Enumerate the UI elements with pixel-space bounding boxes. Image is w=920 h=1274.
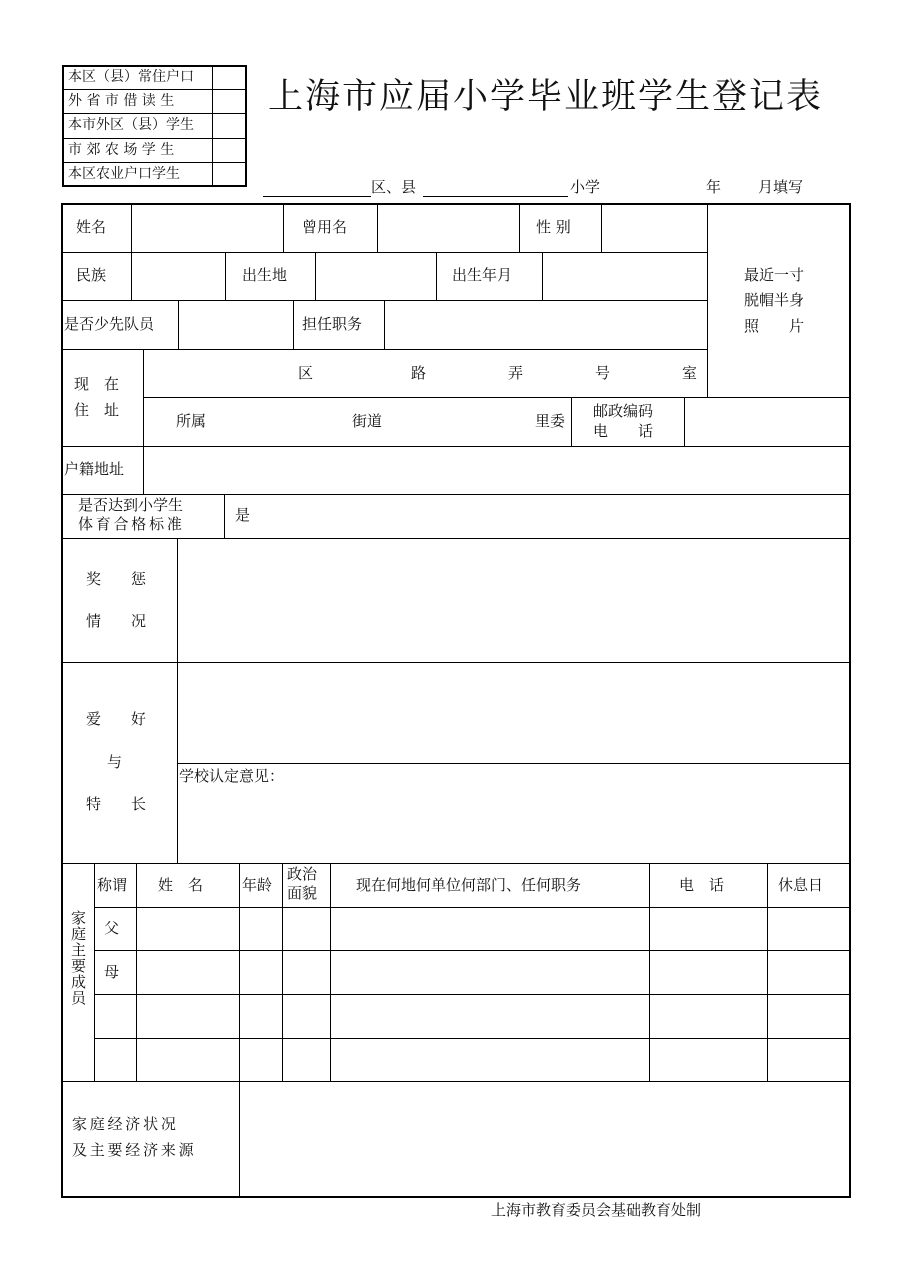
hobbies-label: 与 bbox=[107, 753, 123, 771]
postcode-phone-label: 电 话 bbox=[593, 422, 654, 440]
household-label: 户籍地址 bbox=[64, 460, 125, 478]
name-field[interactable] bbox=[133, 205, 282, 251]
rewards-field[interactable] bbox=[179, 540, 849, 661]
neighborhood-label: 里委 bbox=[535, 412, 566, 430]
pe-standard-label: 体 育 合 格 标 准 bbox=[78, 515, 181, 533]
political-header: 政治 bbox=[287, 865, 318, 883]
category-item: 本区（县）常住户口 bbox=[68, 69, 194, 85]
family-row[interactable] bbox=[96, 1040, 849, 1080]
school-label: 小学 bbox=[570, 178, 601, 196]
pe-value: 是 bbox=[235, 506, 251, 524]
gender-field[interactable] bbox=[603, 205, 706, 251]
former-name-field[interactable] bbox=[379, 205, 518, 251]
category-item: 本市外区（县）学生 bbox=[68, 117, 194, 133]
number-part-label: 号 bbox=[595, 364, 611, 382]
lane-part-label: 弄 bbox=[508, 364, 524, 382]
category-checkbox[interactable] bbox=[214, 115, 245, 137]
position-label: 担任职务 bbox=[302, 315, 363, 333]
birth-date-field[interactable] bbox=[544, 254, 706, 299]
family-row[interactable] bbox=[138, 952, 849, 993]
school-opinion-label: 学校认定意见： bbox=[179, 767, 285, 785]
photo-label: 脱帽半身 bbox=[744, 291, 805, 309]
family-relation-cell: 父 bbox=[104, 919, 120, 937]
workplace-header: 现在何地何单位何部门、任何职务 bbox=[356, 876, 582, 894]
economy-label: 家 庭 经 济 状 况 bbox=[72, 1115, 175, 1133]
belongs-label: 所属 bbox=[176, 412, 207, 430]
page-title: 上海市应届小学毕业班学生登记表 bbox=[268, 77, 824, 117]
family-label: 家庭主要成员 bbox=[69, 910, 87, 1006]
postcode-phone-field[interactable] bbox=[686, 399, 849, 445]
young-pioneer-label: 是否少先队员 bbox=[64, 315, 155, 333]
road-part-label: 路 bbox=[411, 364, 427, 382]
photo-label: 照 片 bbox=[744, 317, 805, 335]
age-header: 年龄 bbox=[242, 876, 273, 894]
pe-field[interactable] bbox=[226, 496, 849, 537]
economy-field[interactable] bbox=[241, 1083, 849, 1196]
district-part-label: 区 bbox=[298, 364, 314, 382]
rewards-label: 情 况 bbox=[86, 612, 147, 630]
ethnicity-field[interactable] bbox=[133, 254, 224, 299]
hobbies-label: 爱 好 bbox=[86, 710, 147, 728]
young-pioneer-field[interactable] bbox=[180, 302, 292, 348]
footer-note: 上海市教育委员会基础教育处制 bbox=[491, 1201, 702, 1219]
position-field[interactable] bbox=[386, 302, 706, 348]
category-item: 市 郊 农 场 学 生 bbox=[68, 142, 175, 158]
hobbies-field[interactable] bbox=[179, 664, 849, 762]
family-row[interactable] bbox=[138, 909, 849, 949]
gender-label: 性 别 bbox=[536, 218, 571, 236]
phone-header: 电 话 bbox=[679, 876, 725, 894]
category-item: 外 省 市 借 读 生 bbox=[68, 93, 175, 109]
photo-area[interactable] bbox=[709, 205, 849, 397]
rewards-label: 奖 惩 bbox=[86, 570, 147, 588]
birthplace-field[interactable] bbox=[317, 254, 435, 299]
category-checkbox[interactable] bbox=[214, 91, 245, 112]
school-field[interactable] bbox=[423, 178, 568, 196]
postcode-phone-label: 邮政编码 bbox=[593, 402, 654, 420]
hobbies-label: 特 长 bbox=[86, 795, 147, 813]
name-label: 姓名 bbox=[76, 218, 107, 236]
category-checkbox[interactable] bbox=[214, 140, 245, 161]
birthplace-label: 出生地 bbox=[242, 266, 288, 284]
street-field[interactable] bbox=[145, 399, 570, 445]
relation-header: 称谓 bbox=[97, 876, 128, 894]
member-name-header: 姓 名 bbox=[158, 876, 204, 894]
photo-label: 最近一寸 bbox=[744, 266, 805, 284]
school-opinion-field[interactable] bbox=[179, 788, 849, 862]
pe-standard-label: 是否达到小学生 bbox=[78, 496, 184, 514]
district-label: 区、县 bbox=[371, 178, 417, 196]
address-label: 现 在 bbox=[74, 375, 120, 393]
month-fill-label: 月填写 bbox=[758, 178, 804, 196]
street-label: 街道 bbox=[352, 412, 383, 430]
former-name-label: 曾用名 bbox=[302, 218, 348, 236]
category-checkbox[interactable] bbox=[214, 164, 245, 185]
family-row[interactable] bbox=[96, 996, 849, 1037]
address-label: 住 址 bbox=[74, 401, 120, 419]
birth-date-label: 出生年月 bbox=[452, 266, 513, 284]
category-checkbox[interactable] bbox=[214, 67, 245, 88]
family-relation-cell: 母 bbox=[104, 963, 120, 981]
household-field[interactable] bbox=[145, 448, 849, 493]
address-field[interactable] bbox=[145, 351, 705, 396]
year-label: 年 bbox=[706, 178, 722, 196]
economy-label: 及 主 要 经 济 来 源 bbox=[72, 1141, 193, 1159]
ethnicity-label: 民族 bbox=[76, 266, 107, 284]
rest-day-header: 休息日 bbox=[778, 876, 824, 894]
category-item: 本区农业户口学生 bbox=[68, 166, 180, 182]
room-part-label: 室 bbox=[682, 364, 698, 382]
political-header: 面貌 bbox=[287, 884, 318, 902]
district-field[interactable] bbox=[263, 178, 371, 196]
